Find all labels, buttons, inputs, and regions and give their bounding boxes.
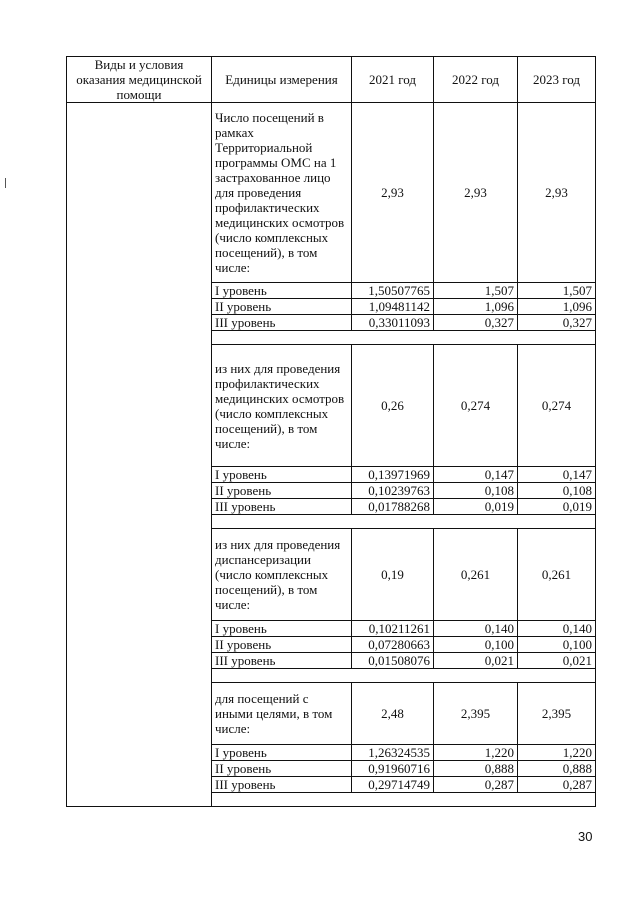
value-2023: 1,096 <box>518 299 596 315</box>
value-2023: 0,327 <box>518 315 596 331</box>
value-2021: 1,50507765 <box>352 283 434 299</box>
value-2022: 0,261 <box>434 529 518 621</box>
value-2023: 0,287 <box>518 777 596 793</box>
value-2023: 0,021 <box>518 653 596 669</box>
spacer-cell <box>212 515 596 529</box>
level-label: I уровень <box>212 745 352 761</box>
value-2021: 0,33011093 <box>352 315 434 331</box>
value-2022: 1,096 <box>434 299 518 315</box>
value-2023: 1,507 <box>518 283 596 299</box>
header-units: Единицы измерения <box>212 57 352 103</box>
scan-mark <box>5 178 6 188</box>
care-type-cell <box>67 103 212 807</box>
value-2023: 0,888 <box>518 761 596 777</box>
value-2023: 0,108 <box>518 483 596 499</box>
section-label: из них для проведения профилактических медицинских осмотров (число комплексных посещений), в том числе: <box>212 345 352 467</box>
table-header-row <box>67 57 596 103</box>
value-2023: 0,147 <box>518 467 596 483</box>
value-2022: 2,93 <box>434 103 518 283</box>
value-2022: 0,888 <box>434 761 518 777</box>
value-2022: 0,100 <box>434 637 518 653</box>
level-label: I уровень <box>212 621 352 637</box>
level-label: I уровень <box>212 283 352 299</box>
value-2021: 0,91960716 <box>352 761 434 777</box>
section-label: из них для проведения диспансеризации (число комплексных посещений), в том числе: <box>212 529 352 621</box>
value-2022: 0,327 <box>434 315 518 331</box>
header-2022: 2022 год <box>434 57 518 103</box>
header-2021: 2021 год <box>352 57 434 103</box>
level-label: II уровень <box>212 637 352 653</box>
table-row <box>67 103 596 283</box>
value-2021: 0,19 <box>352 529 434 621</box>
spacer-cell <box>212 331 596 345</box>
value-2023: 2,93 <box>518 103 596 283</box>
value-2021: 0,29714749 <box>352 777 434 793</box>
value-2021: 1,26324535 <box>352 745 434 761</box>
value-2021: 0,10239763 <box>352 483 434 499</box>
value-2021: 0,07280663 <box>352 637 434 653</box>
value-2021: 2,93 <box>352 103 434 283</box>
level-label: III уровень <box>212 499 352 515</box>
level-label: II уровень <box>212 299 352 315</box>
value-2023: 0,140 <box>518 621 596 637</box>
value-2023: 0,100 <box>518 637 596 653</box>
value-2021: 0,10211261 <box>352 621 434 637</box>
medical-care-volume-table <box>66 56 596 807</box>
header-care-type: Виды и условия оказания медицинской помощи <box>67 57 212 103</box>
value-2022: 1,507 <box>434 283 518 299</box>
value-2021: 1,09481142 <box>352 299 434 315</box>
value-2022: 0,021 <box>434 653 518 669</box>
level-label: II уровень <box>212 483 352 499</box>
value-2022: 0,019 <box>434 499 518 515</box>
value-2021: 0,26 <box>352 345 434 467</box>
level-label: III уровень <box>212 777 352 793</box>
spacer-cell <box>212 793 596 807</box>
value-2023: 1,220 <box>518 745 596 761</box>
page-number: 30 <box>578 829 593 844</box>
level-label: I уровень <box>212 467 352 483</box>
value-2023: 2,395 <box>518 683 596 745</box>
value-2021: 0,13971969 <box>352 467 434 483</box>
level-label: II уровень <box>212 761 352 777</box>
value-2022: 2,395 <box>434 683 518 745</box>
value-2023: 0,019 <box>518 499 596 515</box>
value-2021: 0,01508076 <box>352 653 434 669</box>
value-2022: 0,147 <box>434 467 518 483</box>
header-2023: 2023 год <box>518 57 596 103</box>
value-2022: 1,220 <box>434 745 518 761</box>
value-2022: 0,140 <box>434 621 518 637</box>
value-2023: 0,261 <box>518 529 596 621</box>
level-label: III уровень <box>212 315 352 331</box>
value-2021: 2,48 <box>352 683 434 745</box>
value-2022: 0,287 <box>434 777 518 793</box>
value-2022: 0,108 <box>434 483 518 499</box>
value-2022: 0,274 <box>434 345 518 467</box>
value-2023: 0,274 <box>518 345 596 467</box>
section-label: Число посещений в рамках Территориальной программы ОМС на 1 застрахованное лицо для проведения профилактических медицинских осмотров (число комплексных посещений), в том числе: <box>212 103 352 283</box>
value-2021: 0,01788268 <box>352 499 434 515</box>
level-label: III уровень <box>212 653 352 669</box>
section-label: для посещений с иными целями, в том числе: <box>212 683 352 745</box>
spacer-cell <box>212 669 596 683</box>
